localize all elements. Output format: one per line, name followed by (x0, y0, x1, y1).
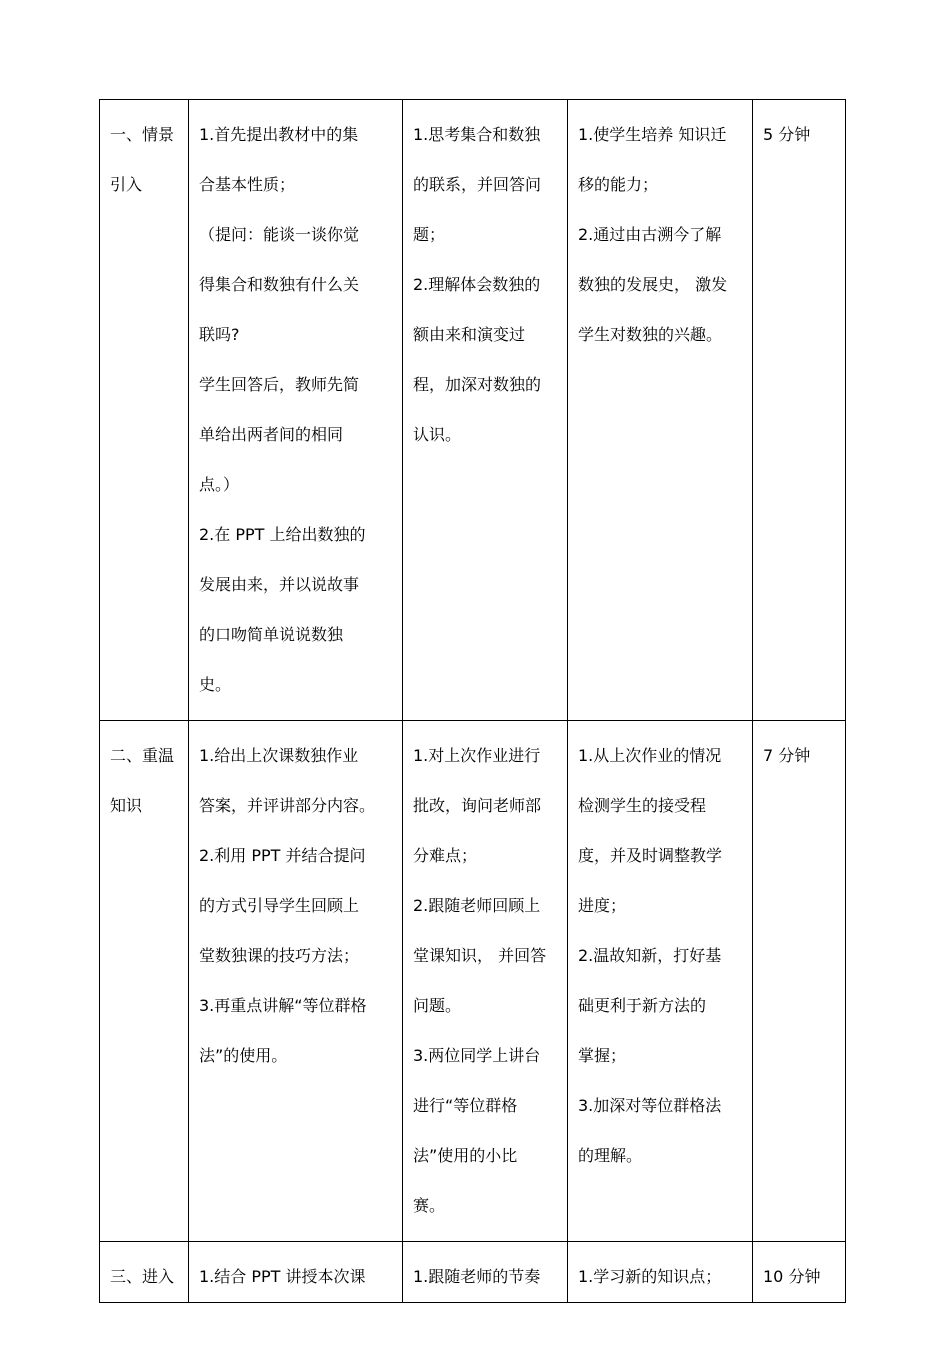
cell-text-line: 一、情景 (110, 125, 175, 144)
table-row (100, 721, 846, 1242)
table-body (100, 100, 846, 1303)
cell-text-line: 史。 (199, 675, 232, 694)
time-cell (753, 721, 846, 1242)
lesson-plan-table (99, 99, 846, 1303)
cell-text-line: 题； (413, 225, 446, 244)
cell-text-line: 问题。 (413, 996, 462, 1015)
teacher-activity-cell (189, 1242, 403, 1303)
cell-text-line: 法”的使用。 (199, 1046, 288, 1065)
cell-text-line: 知识 (110, 796, 143, 815)
cell-text-line: 单给出两者间的相同 (199, 425, 344, 444)
cell-text-line: 学生对数独的兴趣。 (578, 325, 723, 344)
cell-text-line: 3.加深对等位群格法 (578, 1096, 722, 1115)
time-cell (753, 1242, 846, 1303)
cell-text-line: 点。） (199, 475, 240, 494)
cell-text-line: 1.对上次作业进行 (413, 746, 541, 765)
purpose-cell (568, 721, 753, 1242)
cell-text-line: 1.从上次作业的情况 (578, 746, 722, 765)
cell-text-line: 堂课知识， 并回答 (413, 946, 547, 965)
student-activity-cell (403, 1242, 568, 1303)
cell-text-line: 学生回答后，教师先简 (199, 375, 360, 394)
cell-text-line: 进度； (578, 896, 627, 915)
cell-text-line: 认识。 (413, 425, 462, 444)
cell-text-line: 2.在 PPT 上给出数独的 (199, 525, 366, 544)
cell-text-line: 2.理解体会数独的 (413, 275, 541, 294)
cell-text-line: （提问：能谈一谈你觉 (199, 225, 360, 244)
cell-text-line: 数独的发展史， 激发 (578, 275, 728, 294)
teacher-activity-cell (189, 721, 403, 1242)
cell-text-line: 掌握； (578, 1046, 627, 1065)
cell-text-line: 1.给出上次课数独作业 (199, 746, 359, 765)
cell-text-line: 的联系，并回答问 (413, 175, 542, 194)
cell-text-line: 7 分钟 (763, 746, 811, 765)
cell-text-line: 批改，询问老师部 (413, 796, 542, 815)
cell-text-line: 2.通过由古溯今了解 (578, 225, 722, 244)
cell-text-line: 1.学习新的知识点； (578, 1267, 722, 1286)
cell-text-line: 1.使学生培养 知识迁 (578, 125, 727, 144)
cell-text-line: 法”使用的小比 (413, 1146, 518, 1165)
cell-text-line: 度，并及时调整教学 (578, 846, 723, 865)
cell-text-line: 检测学生的接受程 (578, 796, 707, 815)
cell-text-line: 引入 (110, 175, 143, 194)
cell-text-line: 发展由来，并以说故事 (199, 575, 360, 594)
cell-text-line: 10 分钟 (763, 1267, 821, 1286)
cell-text-line: 1.结合 PPT 讲授本次课 (199, 1267, 366, 1286)
cell-text-line: 合基本性质； (199, 175, 296, 194)
cell-text-line: 三、进入 (110, 1267, 175, 1286)
cell-text-line: 分难点； (413, 846, 478, 865)
cell-text-line: 进行“等位群格 (413, 1096, 518, 1115)
cell-text-line: 的理解。 (578, 1146, 643, 1165)
time-cell (753, 100, 846, 721)
cell-text-line: 础更利于新方法的 (578, 996, 707, 1015)
student-activity-cell (403, 721, 568, 1242)
cell-text-line: 赛。 (413, 1196, 446, 1215)
stage-cell (100, 100, 189, 721)
student-activity-cell (403, 100, 568, 721)
purpose-cell (568, 100, 753, 721)
purpose-cell (568, 1242, 753, 1303)
cell-text-line: 2.温故知新，打好基 (578, 946, 722, 965)
cell-text-line: 3.两位同学上讲台 (413, 1046, 541, 1065)
stage-cell (100, 721, 189, 1242)
cell-text-line: 堂数独课的技巧方法； (199, 946, 360, 965)
cell-text-line: 二、重温 (110, 746, 175, 765)
stage-cell (100, 1242, 189, 1303)
cell-text-line: 5 分钟 (763, 125, 811, 144)
cell-text-line: 得集合和数独有什么关 (199, 275, 360, 294)
cell-text-line: 移的能力； (578, 175, 659, 194)
cell-text-line: 的口吻简单说说数独 (199, 625, 344, 644)
teacher-activity-cell (189, 100, 403, 721)
cell-text-line: 1.跟随老师的节奏 (413, 1267, 541, 1286)
cell-text-line: 3.再重点讲解“等位群格 (199, 996, 367, 1015)
cell-text-line: 2.利用 PPT 并结合提问 (199, 846, 366, 865)
cell-text-line: 联吗? (199, 325, 240, 344)
table-row (100, 1242, 846, 1303)
cell-text-line: 答案，并评讲部分内容。 (199, 796, 376, 815)
cell-text-line: 的方式引导学生回顾上 (199, 896, 360, 915)
cell-text-line: 额由来和演变过 (413, 325, 526, 344)
cell-text-line: 程，加深对数独的 (413, 375, 542, 394)
cell-text-line: 1.思考集合和数独 (413, 125, 541, 144)
table-row (100, 100, 846, 721)
cell-text-line: 2.跟随老师回顾上 (413, 896, 541, 915)
cell-text-line: 1.首先提出教材中的集 (199, 125, 359, 144)
